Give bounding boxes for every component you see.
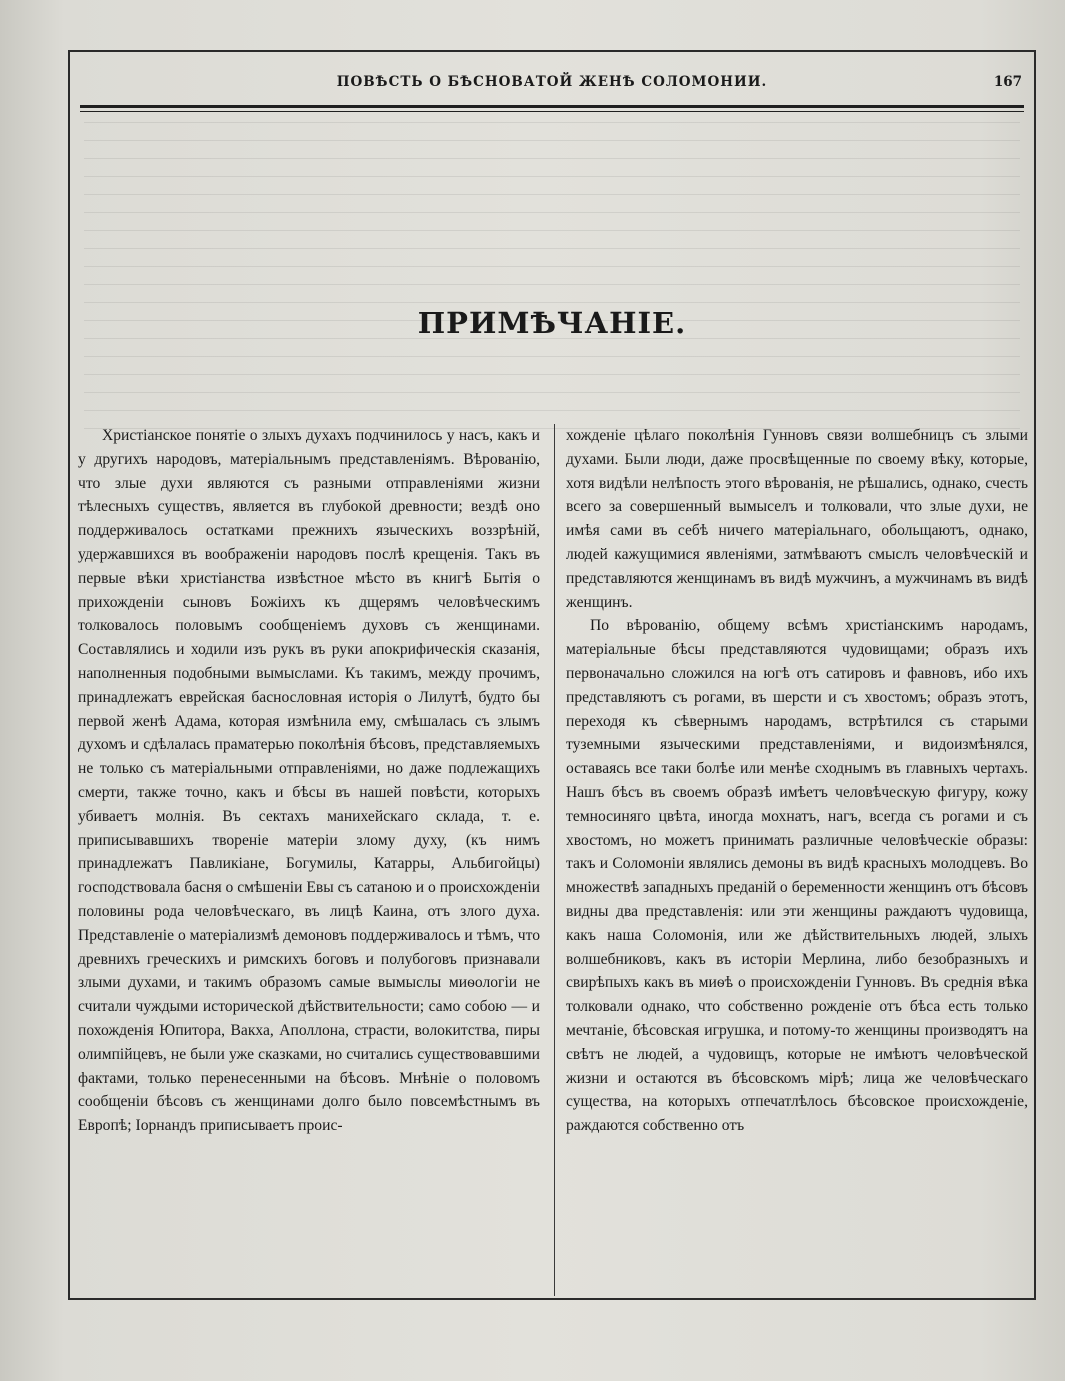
- right-column-paragraph-1: хожденіе цѣлаго поколѣнія Гунновъ связи волшебницъ съ злыми духами. Были люди, даже просвѣщенные по своему вѣку, которые, хотя видѣли нелѣпость этого вѣрованія, не рѣшались, однако, счесть всего за совершенный вымыселъ и толковали, что злые духи, не имѣя сами въ себѣ ничего матеріальнаго, обольщаютъ, однако, людей кажущимися явленіями, затмѣваютъ смыслъ человѣческій и представляются женщинамъ въ видѣ мужчинъ, а мужчинамъ въ видѣ женщинъ.: [566, 427, 1028, 611]
- column-divider: [554, 424, 555, 1296]
- running-title: ПОВѢСТЬ О БѢСНОВАТОЙ ЖЕНѢ СОЛОМОНИИ.: [336, 74, 768, 90]
- left-column-paragraph: Христіанское понятіе о злыхъ духахъ подчинилось у насъ, какъ и у другихъ народовъ, матеріальнымъ представленіямъ. Вѣрованію, что злые духи являются съ разными отправленіями жизни тѣлесныхъ существъ, является въ глубокой древности; вездѣ оно поддерживалось остатками прежнихъ языческихъ воззрѣній, удержавшихся въ воображеніи народовъ послѣ крещенія. Такъ въ первые вѣки христіанства извѣстное мѣсто въ книгѣ Бытія о прихожденіи сыновъ Божіихъ къ дщерямъ человѣческимъ толковалось половымъ сообщеніемъ духовъ съ женщинами. Составлялись и ходили изъ рукъ въ руки апокрифическія сказанія, наполненныя подобными вымыслами. Къ такимъ, между прочимъ, принадлежатъ еврейская баснословная исторія о Лилутѣ, будто бы первой женѣ Адама, которая измѣнила ему, смѣшалась съ злымъ духомъ и сдѣлалась праматерью поколѣнія бѣсовъ, представляемыхъ не только съ матеріальными отправленіями, но даже подлежащихъ смерти, также точно, какъ и бѣсы въ нашей повѣсти, которыхъ убиваетъ молнія. Въ сектахъ манихейскаго склада, т. е. приписывавшихъ твореніе матеріи злому духу, (къ нимъ принадлежатъ Павликіане, Богумилы, Катарры, Альбигойцы) господствовала басня о смѣшеніи Евы съ сатаною и о происхожденіи половины рода человѣческаго, въ лицѣ Каина, отъ злого духа. Представленіе о матеріализмѣ демоновъ поддерживалось и тѣмъ, что древнихъ греческихъ и римскихъ боговъ и полубоговъ признавали злыми духами, и такимъ образомъ самые вымыслы миѳологіи не считали чуждыми исторической дѣйствительности; само собою — и похожденія Юпитора, Вакха, Аполлона, страсти, волокитства, пиры олимпійцевъ, не были уже сказками, но считались существовавшими фактами, только перенесенными на бѣсовъ. Мнѣніе о половомъ сообщеніи бѣсовъ съ женщинами долго было повсемѣстнымъ въ Европѣ; Іорнандъ приписываетъ проис-: [78, 427, 540, 1135]
- right-column-paragraph-2: По вѣрованію, общему всѣмъ христіанскимъ народамъ, матеріальные бѣсы представляются чудовищами; образъ ихъ первоначально сложился на югѣ отъ сатировъ и фавновъ, ибо ихъ представляютъ съ рогами, въ шерсти и съ хвостомъ; образъ этотъ, переходя къ сѣвернымъ народамъ, встрѣтился съ старыми туземными языческими представленіями, и видоизмѣнялся, оставаясь все таки болѣе или менѣе сходнымъ въ главныхъ чертахъ. Нашъ бѣсъ въ своемъ образѣ имѣетъ человѣческую фигуру, кожу темносиняго цвѣта, иногда мохнатъ, нагъ, всегда съ рогами и съ хвостомъ, но можетъ принимать различные человѣческіе образы: такъ и Соломоніи являлись демоны въ видѣ красныхъ молодцевъ. Во множествѣ западныхъ преданій о беременности женщинъ отъ бѣсовъ видны два представленія: или эти женщины раждаютъ чудовища, какъ наша Соломонія, или же дѣйствительныхъ людей, злыхъ волшебниковъ, какъ въ исторіи Мерлина, либо безобразныхъ и свирѣпыхъ какъ въ миѳѣ о происхожденіи Гунновъ. Въ среднія вѣка толковали однако, что собственно рожденіе отъ бѣса есть только мечтаніе, бѣсовская игрушка, и потому-то женщины производятъ на свѣтъ не людей, а чудовищъ, которые не имѣютъ человѣческой жизни и остаются въ бѣсовскомъ мірѣ; лица же человѣческаго существа, на которыхъ отпечатлѣлось бѣсовское происхожденіе, раждаются собственно отъ: [566, 617, 1028, 1135]
- left-column: [78, 424, 540, 1138]
- page-number: 167: [993, 74, 1022, 90]
- header-rule-thin: [80, 111, 1024, 112]
- header-rule-thick: [80, 105, 1024, 108]
- section-title: ПРИМѢЧАНІЕ.: [417, 306, 687, 340]
- show-through-text: [84, 122, 1020, 442]
- right-column: [566, 424, 1028, 1138]
- page-frame: [68, 50, 1036, 1300]
- running-header: [70, 74, 1034, 100]
